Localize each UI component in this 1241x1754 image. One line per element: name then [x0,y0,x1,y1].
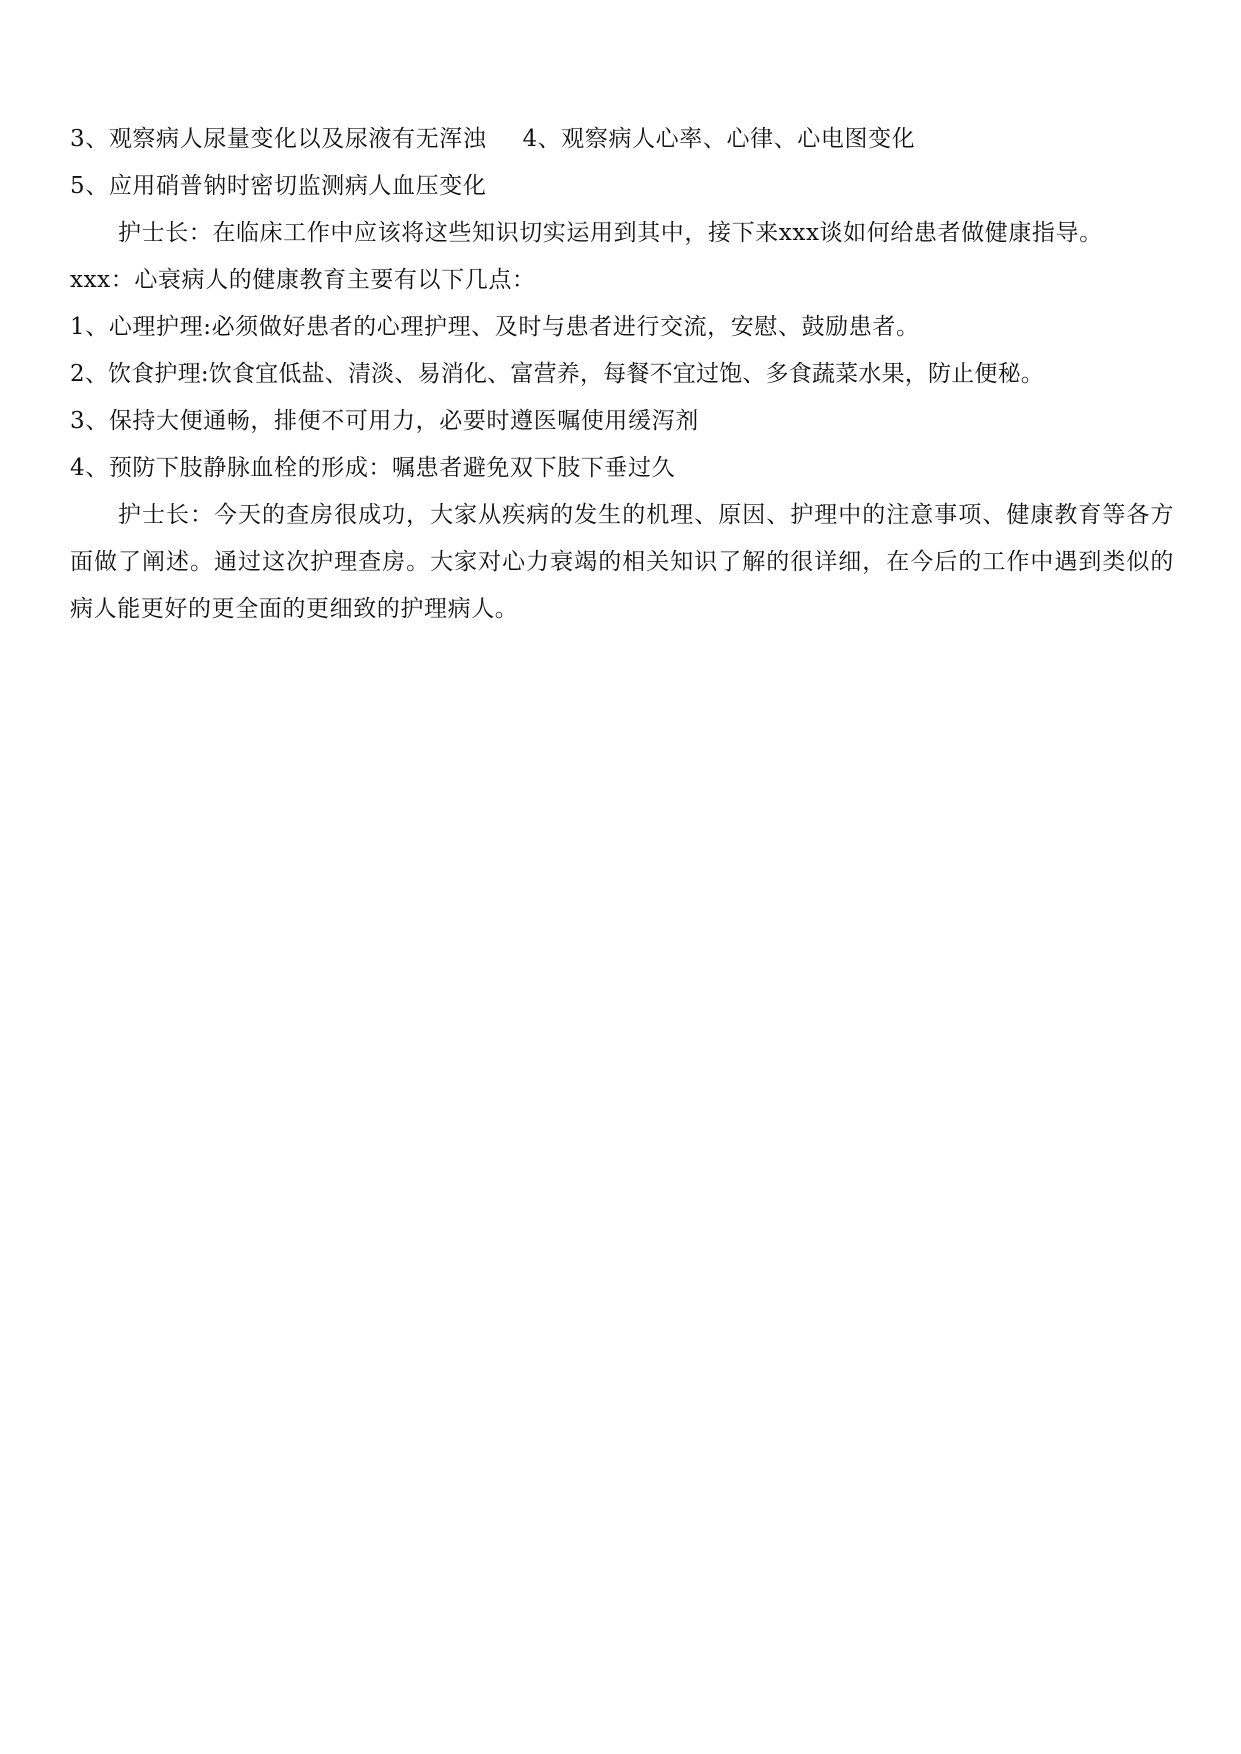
observation-item-3: 3、观察病人尿量变化以及尿液有无浑浊 [70,126,487,152]
head-nurse-paragraph-2: 护士长：今天的查房很成功，大家从疾病的发生的机理、原因、护理中的注意事项、健康教育等各方面做了阐述。通过这次护理查房。大家对心力衰竭的相关知识了解的很详细，在今后的工作中遇到类似的病人能更好的更全面的更细致的护理病人。 [70,502,1174,622]
document-body [70,116,1174,633]
head-nurse-paragraph-1: 护士长：在临床工作中应该将这些知识切实运用到其中，接下来xxx谈如何给患者做健康指导。 [118,220,1103,246]
education-item-1: 1、心理护理:必须做好患者的心理护理、及时与患者进行交流，安慰、鼓励患者。 [70,314,920,340]
health-education-intro: xxx：心衰病人的健康教育主要有以下几点： [70,267,536,293]
observation-item-4: 4、观察病人心率、心律、心电图变化 [522,126,916,152]
observation-item-5: 5、应用硝普钠时密切监测病人血压变化 [70,173,487,199]
observation-line [70,116,1174,163]
education-item-4: 4、预防下肢静脉血栓的形成：嘱患者避免双下肢下垂过久 [70,455,676,481]
education-item-3: 3、保持大便通畅，排便不可用力，必要时遵医嘱使用缓泻剂 [70,408,699,434]
education-item-2: 2、饮食护理:饮食宜低盐、清淡、易消化、富营养，每餐不宜过饱、多食蔬菜水果，防止便秘。 [70,361,1044,387]
